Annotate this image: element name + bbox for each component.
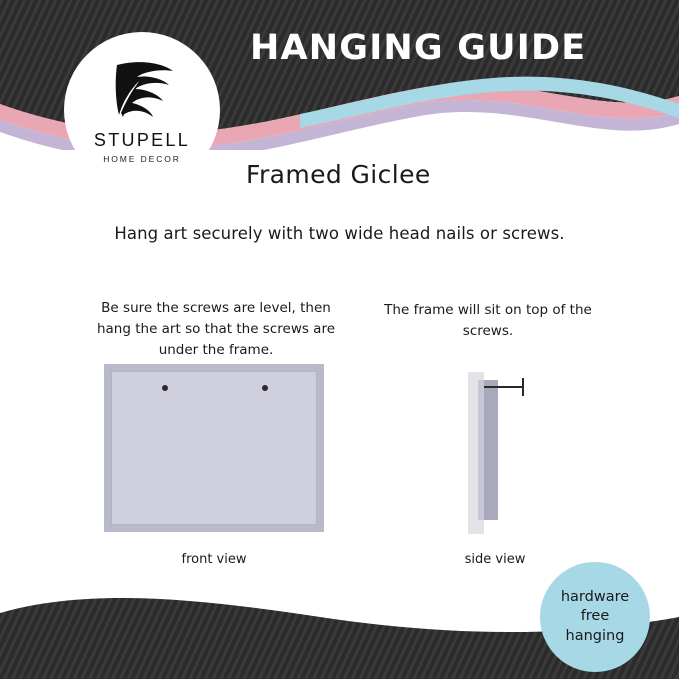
screw-dot-right-icon bbox=[262, 385, 268, 391]
screw-shaft-icon bbox=[484, 386, 524, 388]
front-view-caption: front view bbox=[181, 552, 247, 567]
stupell-swoosh-icon bbox=[105, 57, 179, 125]
badge-line-3: hanging bbox=[565, 627, 625, 644]
frame-side-profile bbox=[484, 380, 498, 520]
screw-dot-left-icon bbox=[162, 385, 168, 391]
hardware-free-badge bbox=[540, 562, 650, 672]
lead-instruction: Hang art securely with two wide head nails or screws. bbox=[114, 224, 565, 243]
frame-art-surface bbox=[111, 371, 317, 525]
product-subtitle: Framed Giclee bbox=[246, 160, 431, 189]
screw-head-icon bbox=[522, 378, 524, 396]
page-title: HANGING GUIDE bbox=[250, 28, 587, 68]
badge-line-1: hardware bbox=[560, 588, 630, 605]
front-view-diagram bbox=[104, 364, 324, 532]
side-view-diagram bbox=[440, 364, 550, 534]
logo-tagline: HOME DECOR bbox=[103, 153, 181, 164]
logo-wordmark: STUPELL bbox=[93, 129, 191, 150]
badge-line-2: free bbox=[580, 608, 610, 625]
brand-logo bbox=[64, 32, 220, 188]
front-view-instruction: Be sure the screws are level, then hang the art so that the screws are under the frame. bbox=[96, 300, 336, 358]
side-view-instruction: The frame will sit on top of the screws. bbox=[384, 302, 592, 339]
side-view-caption: side view bbox=[464, 552, 526, 567]
